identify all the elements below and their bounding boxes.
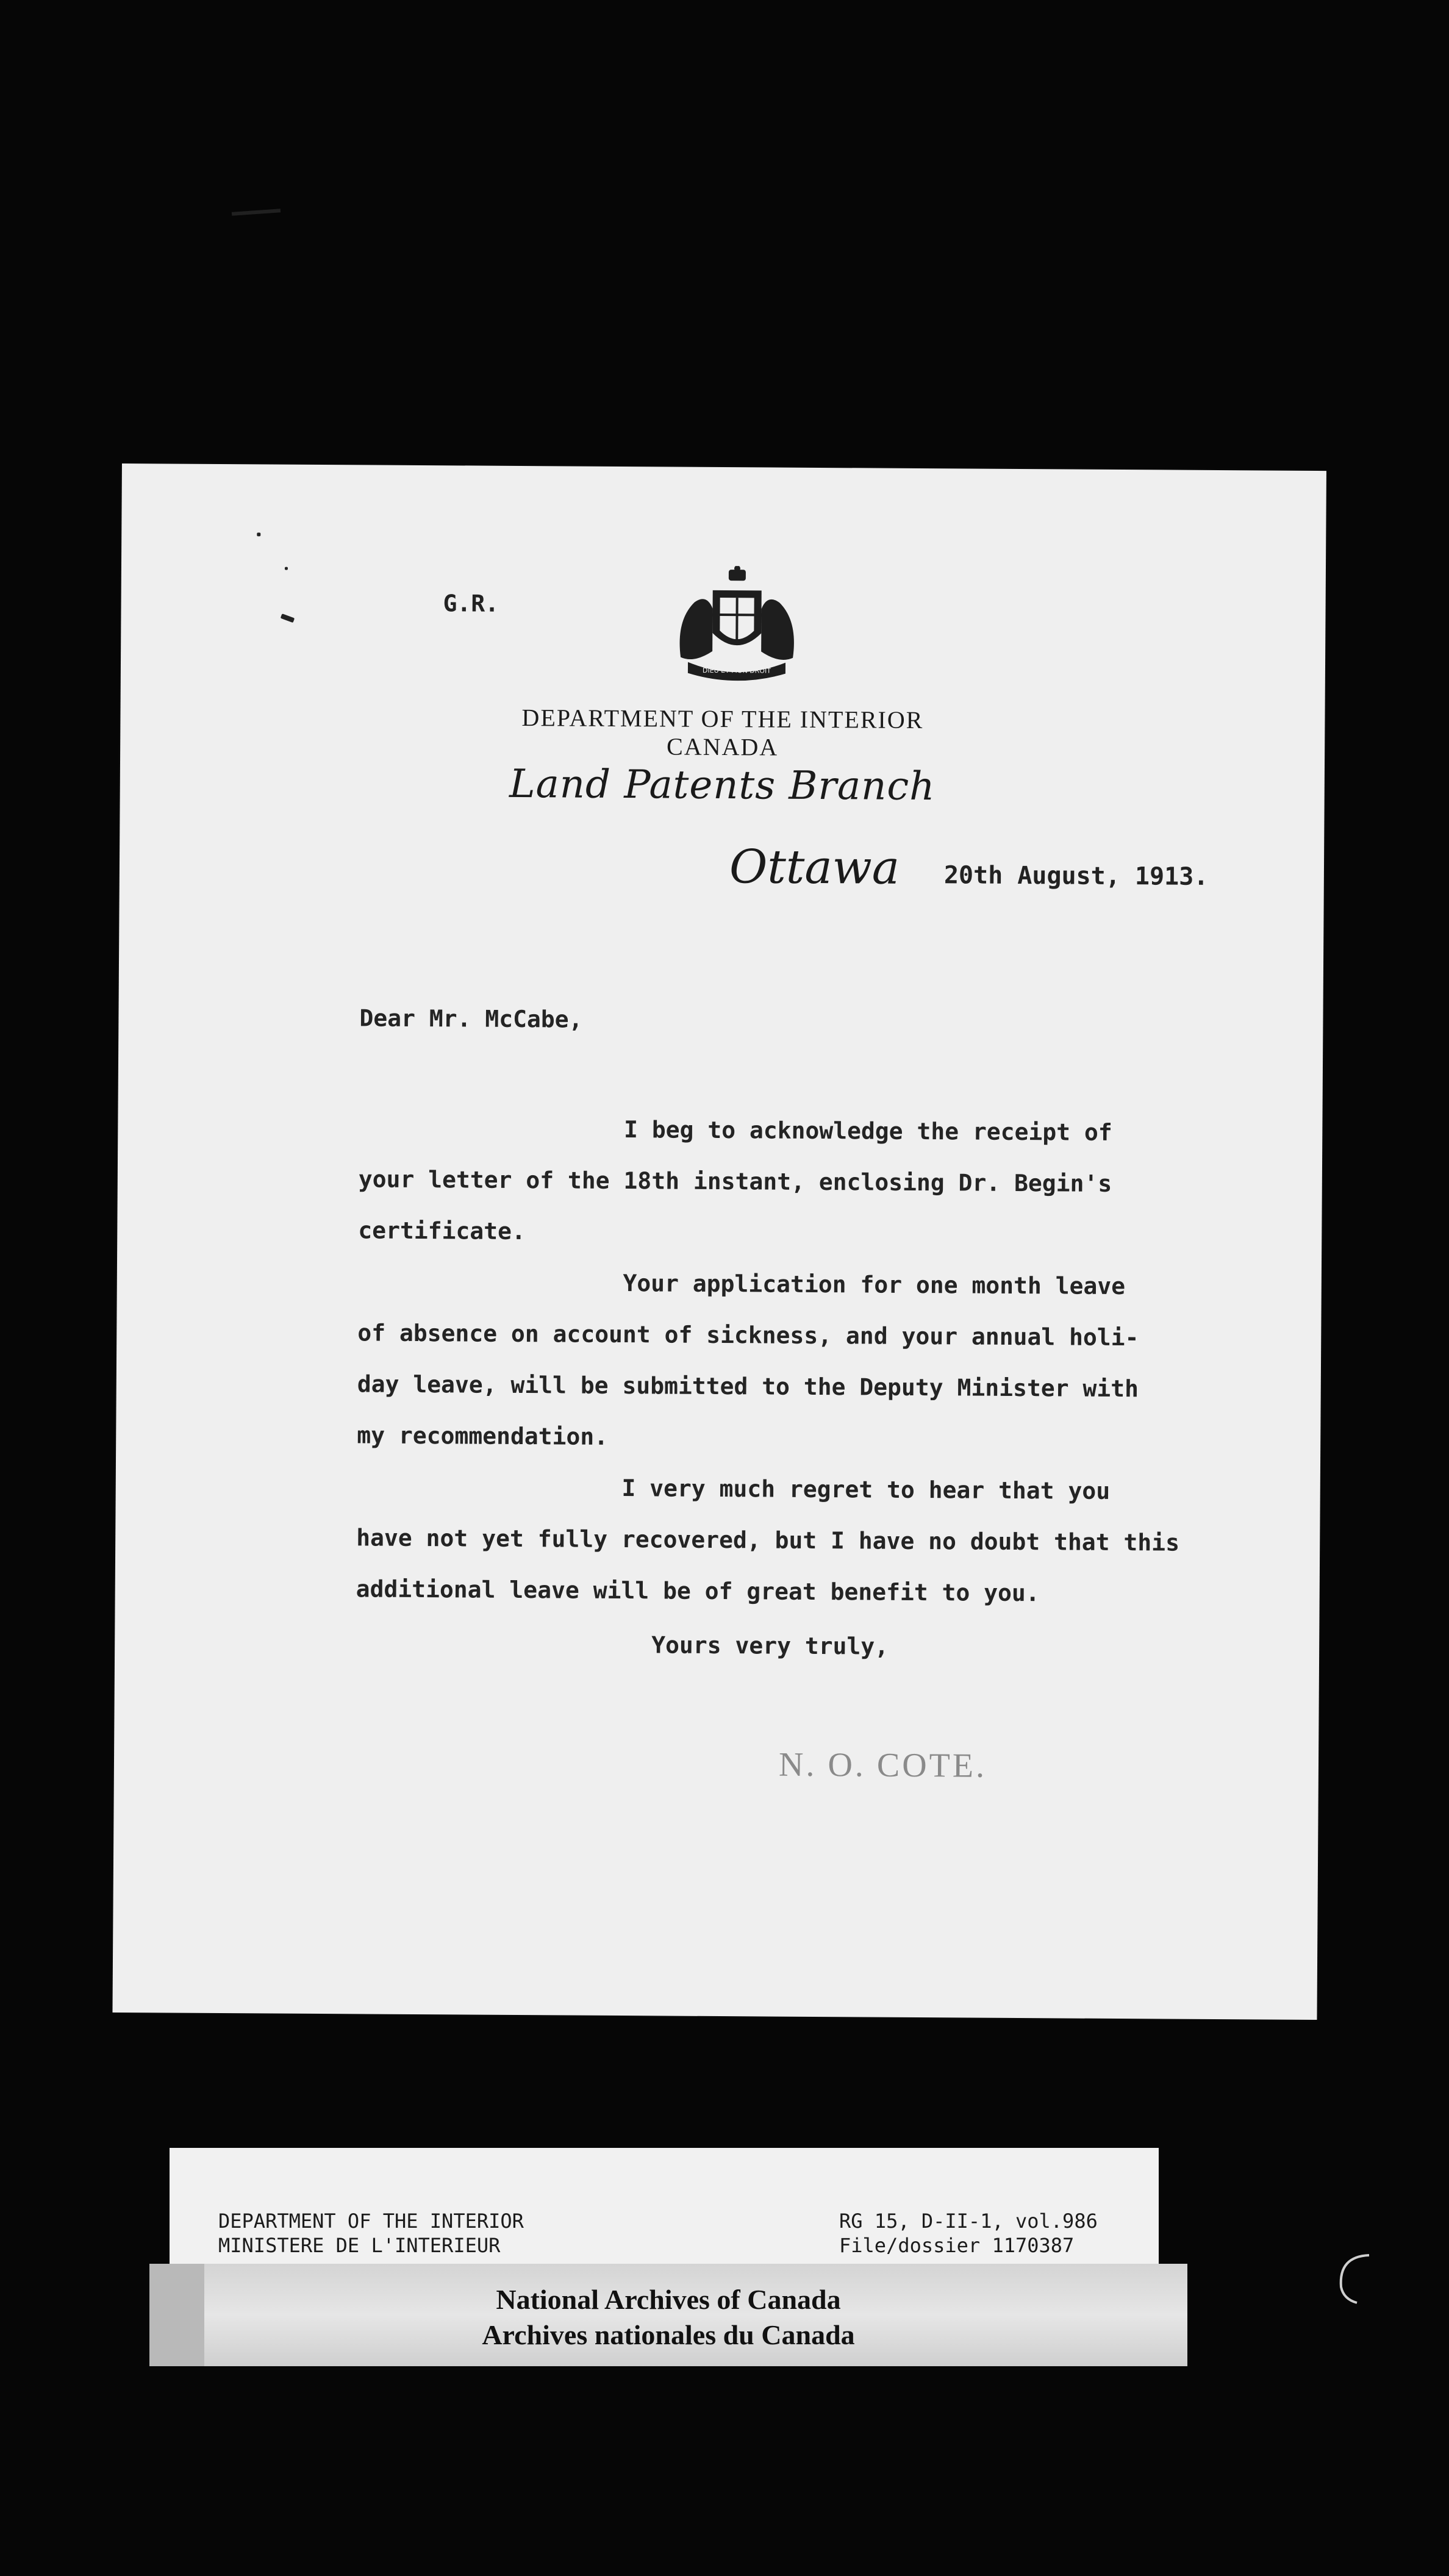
department-name: DEPARTMENT OF THE INTERIOR: [521, 704, 924, 734]
salutation: Dear Mr. McCabe,: [359, 1004, 583, 1033]
reference-code: G.R.: [443, 590, 499, 617]
margin-speck: [285, 567, 288, 570]
department-french: MINISTERE DE L'INTERIEUR: [218, 2234, 501, 2257]
body-line: I very much regret to hear that you: [356, 1473, 1111, 1504]
body-line: additional leave will be of great benefit to you.: [356, 1575, 1040, 1607]
archive-name-french: Archives nationales du Canada: [482, 2319, 855, 2350]
country-name: CANADA: [666, 732, 779, 761]
closing: Yours very truly,: [651, 1631, 889, 1660]
archive-name-label: [149, 2264, 1187, 2366]
body-line: certificate.: [358, 1217, 526, 1245]
body-line: your letter of the 18th instant, enclosing Dr. Begin's: [358, 1165, 1112, 1197]
body-line: I beg to acknowledge the receipt of: [359, 1114, 1112, 1146]
margin-speck: [257, 532, 260, 536]
royal-crest-icon: [670, 565, 804, 682]
label-reference: [839, 2209, 1098, 2258]
letter-body: [356, 992, 1262, 1620]
archive-reference-label: [170, 2148, 1159, 2264]
body-line: have not yet fully recovered, but I have no doubt that this: [356, 1524, 1180, 1556]
body-line: day leave, will be submitted to the Deputy Minister with: [357, 1370, 1139, 1403]
curl-artifact-icon: [1333, 2250, 1387, 2305]
crest-motto: DIEU ET MON DROIT: [702, 666, 771, 675]
margin-speck: [281, 614, 295, 623]
scan-artifact: [232, 209, 281, 216]
file-number: File/dossier 1170387: [839, 2234, 1075, 2257]
department-english: DEPARTMENT OF THE INTERIOR: [218, 2209, 524, 2233]
body-line: Your application for one month leave: [357, 1268, 1126, 1300]
letter-date: 20th August, 1913.: [943, 861, 1209, 891]
record-group: RG 15, D-II-1, vol.986: [839, 2209, 1098, 2233]
signature-stamp: N. O. COTE.: [778, 1745, 987, 1785]
place-name: Ottawa: [729, 839, 900, 895]
label-department: [218, 2209, 524, 2258]
archive-name: [149, 2282, 1187, 2353]
letter-page: [112, 463, 1326, 2020]
archive-name-english: National Archives of Canada: [496, 2284, 841, 2315]
body-line: of absence on account of sickness, and your annual holi-: [357, 1319, 1139, 1351]
branch-name: Land Patents Branch: [509, 761, 936, 810]
letterhead: [120, 701, 1325, 765]
body-line: my recommendation.: [357, 1422, 609, 1450]
